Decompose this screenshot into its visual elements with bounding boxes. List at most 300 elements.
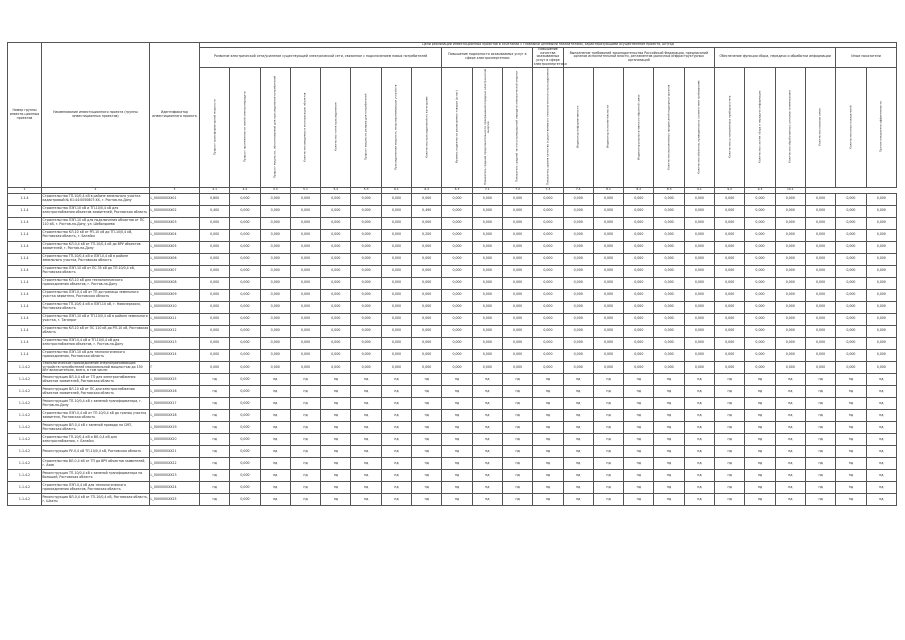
value-cell: нд xyxy=(775,398,805,410)
value-cell: 0,000 xyxy=(381,253,411,265)
value-cell: нд xyxy=(502,422,532,434)
value-cell: 0,000 xyxy=(866,325,896,337)
project-name: Технологическое присоединение энергопринимающих устройств потребителей максимальной мощностью до 150 кВт включительно, всего, в том числе: xyxy=(42,361,150,373)
value-cell: 0,000 xyxy=(654,217,684,229)
value-cell: нд xyxy=(624,494,654,506)
value-cell: 0,000 xyxy=(866,277,896,289)
value-cell: нд xyxy=(624,374,654,386)
value-cell: 0,000 xyxy=(381,277,411,289)
project-name: Реконструкция РУ-0,4 кВ ТП-10/0,4 кВ, Ростовская область xyxy=(42,446,150,458)
value-cell: 0,000 xyxy=(472,289,502,301)
value-cell: 0,000 xyxy=(442,289,472,301)
value-cell: 0,000 xyxy=(230,470,260,482)
value-cell: нд xyxy=(715,410,745,422)
value-cell: нд xyxy=(654,434,684,446)
value-cell: нд xyxy=(866,470,896,482)
value-cell: 0,000 xyxy=(412,277,442,289)
value-cell: 0,000 xyxy=(593,289,623,301)
row-number: 1.1.4 xyxy=(8,313,42,325)
value-cell: 0,000 xyxy=(381,289,411,301)
value-cell: 0,000 xyxy=(805,253,835,265)
value-cell: 0,000 xyxy=(624,277,654,289)
column-number: 4.3 xyxy=(260,187,290,193)
value-cell: нд xyxy=(472,422,502,434)
value-cell: 0,000 xyxy=(412,193,442,205)
value-cell: 0,000 xyxy=(745,205,775,217)
value-cell: 0,000 xyxy=(745,229,775,241)
project-name: Реконструкция ВЛ-0,4 кВ с заменой провода на СИП, Ростовская область xyxy=(42,422,150,434)
value-cell: 0,000 xyxy=(230,482,260,494)
project-name: Строительство ЛЭП-0,4 кВ для технологического присоединения объектов, Ростовская область xyxy=(42,482,150,494)
row-number: 1.1.4.2 xyxy=(8,410,42,422)
value-cell: нд xyxy=(533,470,563,482)
value-cell: нд xyxy=(442,398,472,410)
row-number: 1.1.4.2 xyxy=(8,386,42,398)
value-cell: нд xyxy=(381,386,411,398)
table-row xyxy=(8,446,897,458)
value-cell: 0,000 xyxy=(593,349,623,361)
value-cell: 0,000 xyxy=(805,325,835,337)
column-number: 9.2 xyxy=(715,187,745,193)
value-cell: 0,000 xyxy=(533,229,563,241)
column-number: 7.1 xyxy=(472,187,502,193)
value-cell: 0,000 xyxy=(200,289,230,301)
column-number: 10.1 xyxy=(775,187,805,193)
value-cell: нд xyxy=(502,398,532,410)
value-cell: 0,000 xyxy=(260,361,290,373)
value-cell: 0,000 xyxy=(715,265,745,277)
value-cell: 0,000 xyxy=(200,361,230,373)
value-cell: 0,000 xyxy=(866,265,896,277)
value-cell: нд xyxy=(533,494,563,506)
value-cell: 0,000 xyxy=(502,241,532,253)
value-cell: нд xyxy=(836,494,866,506)
value-cell: 0,000 xyxy=(351,349,381,361)
value-cell: 0,000 xyxy=(836,361,866,373)
value-cell: 0,000 xyxy=(745,217,775,229)
value-cell: нд xyxy=(290,470,320,482)
value-cell: нд xyxy=(805,422,835,434)
value-cell: 0,000 xyxy=(715,313,745,325)
value-cell: нд xyxy=(442,446,472,458)
value-cell: нд xyxy=(836,386,866,398)
value-cell: нд xyxy=(200,398,230,410)
value-cell: нд xyxy=(260,458,290,470)
value-cell: 0,000 xyxy=(836,301,866,313)
column-number: 4.2 xyxy=(230,187,260,193)
value-cell: нд xyxy=(351,446,381,458)
value-cell: 0,000 xyxy=(472,253,502,265)
value-cell: нд xyxy=(593,470,623,482)
value-cell: 0,000 xyxy=(745,313,775,325)
column-number: 5.2 xyxy=(321,187,351,193)
value-cell: нд xyxy=(866,446,896,458)
value-cell: 0,000 xyxy=(775,217,805,229)
row-number: 1.1.4 xyxy=(8,205,42,217)
value-cell: 0,000 xyxy=(502,217,532,229)
value-cell: 0,000 xyxy=(260,229,290,241)
value-cell: 0,000 xyxy=(351,253,381,265)
value-cell: нд xyxy=(563,482,593,494)
value-cell: нд xyxy=(321,410,351,422)
value-cell: 0,000 xyxy=(200,277,230,289)
value-cell: 0,000 xyxy=(684,205,714,217)
value-cell: нд xyxy=(472,482,502,494)
value-cell: нд xyxy=(745,470,775,482)
table-row xyxy=(8,277,897,289)
value-cell: нд xyxy=(836,434,866,446)
value-cell: 0,000 xyxy=(593,277,623,289)
group-header: Развитие электрической сети/усиление существующей электрической сети, связанное с подключением новых потребителей xyxy=(200,47,442,67)
value-cell: 0,000 xyxy=(230,422,260,434)
value-cell: 0,000 xyxy=(563,337,593,349)
value-cell: нд xyxy=(351,398,381,410)
value-cell: нд xyxy=(260,398,290,410)
value-cell: 0,000 xyxy=(200,325,230,337)
value-cell: нд xyxy=(290,386,320,398)
value-cell: нд xyxy=(290,422,320,434)
value-cell: нд xyxy=(684,422,714,434)
value-cell: нд xyxy=(533,398,563,410)
value-cell: 0,000 xyxy=(200,349,230,361)
value-cell: 0,000 xyxy=(502,301,532,313)
value-cell: нд xyxy=(381,470,411,482)
value-cell: нд xyxy=(745,482,775,494)
value-cell: нд xyxy=(533,422,563,434)
value-cell: 0,000 xyxy=(775,361,805,373)
value-cell: нд xyxy=(381,374,411,386)
value-cell: нд xyxy=(351,482,381,494)
column-header: Прирост трансформаторной мощности xyxy=(200,67,230,187)
value-cell: 0,000 xyxy=(624,301,654,313)
value-cell: 0,000 xyxy=(624,193,654,205)
value-cell: 0,000 xyxy=(684,325,714,337)
value-cell: нд xyxy=(200,386,230,398)
value-cell: 0,000 xyxy=(654,325,684,337)
value-cell: нд xyxy=(290,482,320,494)
value-cell: нд xyxy=(412,458,442,470)
value-cell: 0,000 xyxy=(200,241,230,253)
value-cell: нд xyxy=(654,494,684,506)
value-cell: 0,000 xyxy=(472,217,502,229)
value-cell: 0,000 xyxy=(442,229,472,241)
value-cell: нд xyxy=(805,374,835,386)
value-cell: 0,000 xyxy=(200,313,230,325)
value-cell: нд xyxy=(502,470,532,482)
row-number: 1.1.4 xyxy=(8,193,42,205)
value-cell: нд xyxy=(472,494,502,506)
value-cell: 0,000 xyxy=(745,265,775,277)
value-cell: нд xyxy=(563,386,593,398)
value-cell: 0,000 xyxy=(321,193,351,205)
project-id: L_0000000ХХ16 xyxy=(150,386,200,398)
column-header: Количество установленных приборов учета xyxy=(715,67,745,187)
project-id: L_0000000ХХ25 xyxy=(150,494,200,506)
value-cell: 0,000 xyxy=(624,289,654,301)
project-id: L_0000000ХХ08 xyxy=(150,277,200,289)
value-cell: нд xyxy=(745,374,775,386)
value-cell: 0,000 xyxy=(502,193,532,205)
value-cell: 0,000 xyxy=(502,337,532,349)
table-row xyxy=(8,458,897,470)
value-cell: нд xyxy=(775,422,805,434)
table-row xyxy=(8,386,897,398)
value-cell: 0,000 xyxy=(805,277,835,289)
value-cell: 0,000 xyxy=(290,217,320,229)
value-cell: 0,000 xyxy=(260,313,290,325)
row-number: 1.1.4 xyxy=(8,265,42,277)
project-name: Строительство ЛЭП-0,4 кВ от ТП-10/0,4 кВ до границ участка заявителя, Ростовская область xyxy=(42,410,150,422)
value-cell: нд xyxy=(351,470,381,482)
value-cell: 0,000 xyxy=(442,265,472,277)
value-cell: 0,000 xyxy=(290,337,320,349)
value-cell: нд xyxy=(745,386,775,398)
value-cell: 0,000 xyxy=(260,337,290,349)
value-cell: 0,000 xyxy=(412,301,442,313)
value-cell: 0,000 xyxy=(805,337,835,349)
value-cell: 0,000 xyxy=(684,349,714,361)
project-id: Г xyxy=(150,361,200,373)
table-row xyxy=(8,253,897,265)
value-cell: нд xyxy=(775,374,805,386)
value-cell: 0,000 xyxy=(836,229,866,241)
value-cell: 0,000 xyxy=(502,361,532,373)
group-header: Выполнение требований законодательства Российской Федерации, предписаний органов исполнительной власти, регламентов рыночных инфраструктурных организаций xyxy=(563,47,714,67)
value-cell: 0,000 xyxy=(593,229,623,241)
value-cell: 0,000 xyxy=(624,265,654,277)
value-cell: 0,000 xyxy=(351,301,381,313)
value-cell: 0,000 xyxy=(715,217,745,229)
value-cell: 0,000 xyxy=(533,289,563,301)
value-cell: нд xyxy=(684,386,714,398)
value-cell: нд xyxy=(351,494,381,506)
project-id: L_0000000ХХ04 xyxy=(150,229,200,241)
value-cell: 0,000 xyxy=(715,349,745,361)
project-id: L_0000000ХХ05 xyxy=(150,241,200,253)
value-cell: 0,000 xyxy=(442,193,472,205)
value-cell: нд xyxy=(654,398,684,410)
project-name: Строительство ТП-10/0,4 кВ и ВЛ-0,4 кВ для электроснабжения, г. Батайск xyxy=(42,434,150,446)
value-cell: 0,000 xyxy=(230,410,260,422)
value-cell: 0,000 xyxy=(563,277,593,289)
value-cell: нд xyxy=(624,434,654,446)
column-header: Показатель средней частоты прекращений передачи электрической энергии xyxy=(502,67,532,187)
value-cell: 0,490 xyxy=(412,205,442,217)
value-cell: 0,000 xyxy=(472,265,502,277)
value-cell: 0,000 xyxy=(502,289,532,301)
value-cell: 0,000 xyxy=(533,205,563,217)
value-cell: нд xyxy=(805,386,835,398)
value-cell: 0,000 xyxy=(775,241,805,253)
value-cell: нд xyxy=(654,386,684,398)
value-cell: 0,000 xyxy=(230,494,260,506)
value-cell: 0,000 xyxy=(866,361,896,373)
value-cell: нд xyxy=(836,422,866,434)
value-cell: нд xyxy=(321,458,351,470)
value-cell: нд xyxy=(321,398,351,410)
value-cell: 0,000 xyxy=(775,313,805,325)
column-header: Количество точек присоединения xyxy=(321,67,351,187)
value-cell: 0,000 xyxy=(502,205,532,217)
value-cell: 0,000 xyxy=(624,253,654,265)
value-cell: 0,000 xyxy=(412,241,442,253)
value-cell: нд xyxy=(290,398,320,410)
value-cell: 0,000 xyxy=(230,217,260,229)
value-cell: 0,000 xyxy=(502,313,532,325)
project-name: Реконструкция ВЛ-0,4 кВ от ТП для электроснабжения объектов заявителей, Ростовская область xyxy=(42,374,150,386)
project-id: L_0000000ХХ14 xyxy=(150,349,200,361)
table-row xyxy=(8,217,897,229)
value-cell: 0,000 xyxy=(381,229,411,241)
column-header: Количество каналов связи xyxy=(805,67,835,187)
value-cell: нд xyxy=(654,458,684,470)
table-row xyxy=(8,241,897,253)
column-number: 4.1 xyxy=(200,187,230,193)
value-cell: нд xyxy=(502,494,532,506)
table-row xyxy=(8,361,897,373)
value-cell: 0,000 xyxy=(836,337,866,349)
value-cell: нд xyxy=(836,446,866,458)
value-cell: нд xyxy=(593,434,623,446)
project-id: L_0000000ХХ12 xyxy=(150,325,200,337)
table-row xyxy=(8,193,897,205)
value-cell: 0,800 xyxy=(200,193,230,205)
value-cell: 0,000 xyxy=(624,205,654,217)
value-cell: 0,000 xyxy=(684,265,714,277)
value-cell: нд xyxy=(715,482,745,494)
column-header: Количество вводимых в эксплуатацию объектов xyxy=(290,67,320,187)
value-cell: нд xyxy=(715,458,745,470)
value-cell: 0,000 xyxy=(533,337,563,349)
value-cell: нд xyxy=(321,374,351,386)
value-cell: 0,000 xyxy=(836,277,866,289)
value-cell: нд xyxy=(351,410,381,422)
value-cell: 0,000 xyxy=(260,241,290,253)
value-cell: 0,000 xyxy=(805,361,835,373)
col-header-number: Номер группы инвести-ционных проектов xyxy=(8,43,42,188)
value-cell: 0,000 xyxy=(624,325,654,337)
value-cell: 0,000 xyxy=(321,253,351,265)
project-name: Реконструкция ВЛ-0,4 кВ от ТП-10/0,4 кВ, Ростовская область, г. Шахты xyxy=(42,494,150,506)
table-row xyxy=(8,434,897,446)
column-number: 3 xyxy=(150,187,200,193)
value-cell: нд xyxy=(472,446,502,458)
value-cell: нд xyxy=(260,470,290,482)
value-cell: 0,000 xyxy=(260,217,290,229)
column-number: 2 xyxy=(42,187,150,193)
value-cell: 0,000 xyxy=(230,265,260,277)
value-cell: 0,000 xyxy=(775,229,805,241)
value-cell: нд xyxy=(533,386,563,398)
value-cell: нд xyxy=(381,482,411,494)
value-cell: нд xyxy=(533,482,563,494)
value-cell: 0,000 xyxy=(836,253,866,265)
value-cell: 0,000 xyxy=(624,229,654,241)
value-cell: 0,000 xyxy=(442,301,472,313)
value-cell: 0,000 xyxy=(684,253,714,265)
project-name: Строительство ТП-10/0,4 кВ и ЛЭП-10 кВ, г. Новочеркасск, Ростовская область xyxy=(42,301,150,313)
value-cell: 0,000 xyxy=(805,229,835,241)
row-number: 1.1.4.2 xyxy=(8,374,42,386)
value-cell: нд xyxy=(593,446,623,458)
project-name: Строительство ТП-10/0,4 кВ в районе земельного участка кадастровый № 61:44:0050807:ХХ, г. Ростов-на-Дону xyxy=(42,193,150,205)
table-row xyxy=(8,313,897,325)
group-header: Иные показатели xyxy=(836,47,897,67)
value-cell: 0,000 xyxy=(290,277,320,289)
project-name: Строительство ЛЭП-10 кВ для подключения объектов от ПС 110 кВ, г. Ростов-на-Дону, ул. Шеболдаева xyxy=(42,217,150,229)
value-cell: нд xyxy=(321,494,351,506)
value-cell: нд xyxy=(805,482,835,494)
value-cell: 0,000 xyxy=(654,313,684,325)
value-cell: 0,000 xyxy=(260,277,290,289)
value-cell: 0,000 xyxy=(715,205,745,217)
value-cell: 0,000 xyxy=(775,337,805,349)
value-cell: нд xyxy=(472,374,502,386)
value-cell: 0,000 xyxy=(260,349,290,361)
value-cell: 0,000 xyxy=(351,241,381,253)
column-header: Индикатор информативности xyxy=(563,67,593,187)
value-cell: нд xyxy=(321,470,351,482)
value-cell: нд xyxy=(775,458,805,470)
value-cell: нд xyxy=(533,434,563,446)
value-cell: 0,000 xyxy=(472,313,502,325)
group-header: Обеспечение функции сбора, передачи и обработки информации xyxy=(715,47,836,67)
value-cell: 0,000 xyxy=(866,349,896,361)
value-cell: 0,000 xyxy=(351,229,381,241)
value-cell: нд xyxy=(836,398,866,410)
value-cell: 0,000 xyxy=(836,325,866,337)
row-number: 1.1.4.2 xyxy=(8,361,42,373)
row-number: 1.1.4.2 xyxy=(8,470,42,482)
value-cell: нд xyxy=(745,458,775,470)
value-cell: 0,000 xyxy=(805,241,835,253)
table-row xyxy=(8,265,897,277)
project-name: Строительство ВЛ-0,4 кВ от ТП до ВРУ объектов заявителей, г. Азов xyxy=(42,458,150,470)
value-cell: нд xyxy=(321,422,351,434)
value-cell: 0,000 xyxy=(836,193,866,205)
project-name: Строительство КЛ-10 кВ от ПС 110 кВ до РП-10 кВ, Ростовская область xyxy=(42,325,150,337)
value-cell: 0,000 xyxy=(412,325,442,337)
value-cell: 0,200 xyxy=(412,229,442,241)
value-cell: 0,000 xyxy=(836,349,866,361)
value-cell: нд xyxy=(563,494,593,506)
value-cell: 0,000 xyxy=(472,325,502,337)
project-id: L_0000000ХХ19 xyxy=(150,422,200,434)
table-title: Цели реализации инвестиционных проектов в сочетании с главными целевыми показателями, характеризующими осуществление проекта, шт/год xyxy=(200,43,897,48)
value-cell: 0,000 xyxy=(200,265,230,277)
value-cell: нд xyxy=(866,434,896,446)
value-cell: нд xyxy=(775,386,805,398)
table-row xyxy=(8,422,897,434)
value-cell: 0,000 xyxy=(230,458,260,470)
value-cell: нд xyxy=(684,458,714,470)
value-cell: 0,000 xyxy=(351,205,381,217)
value-cell: 0,000 xyxy=(321,265,351,277)
value-cell: 0,000 xyxy=(290,193,320,205)
value-cell: нд xyxy=(624,410,654,422)
column-number: 6.3 xyxy=(442,187,472,193)
value-cell: нд xyxy=(381,458,411,470)
value-cell: 0,000 xyxy=(593,337,623,349)
value-cell: нд xyxy=(260,386,290,398)
value-cell: нд xyxy=(866,458,896,470)
value-cell: 0,000 xyxy=(412,253,442,265)
value-cell: 0,000 xyxy=(563,361,593,373)
column-header: Присоединенная мощность энергопринимающих устройств xyxy=(381,67,411,187)
value-cell: нд xyxy=(200,410,230,422)
value-cell: 0,000 xyxy=(502,277,532,289)
value-cell: 0,000 xyxy=(805,289,835,301)
